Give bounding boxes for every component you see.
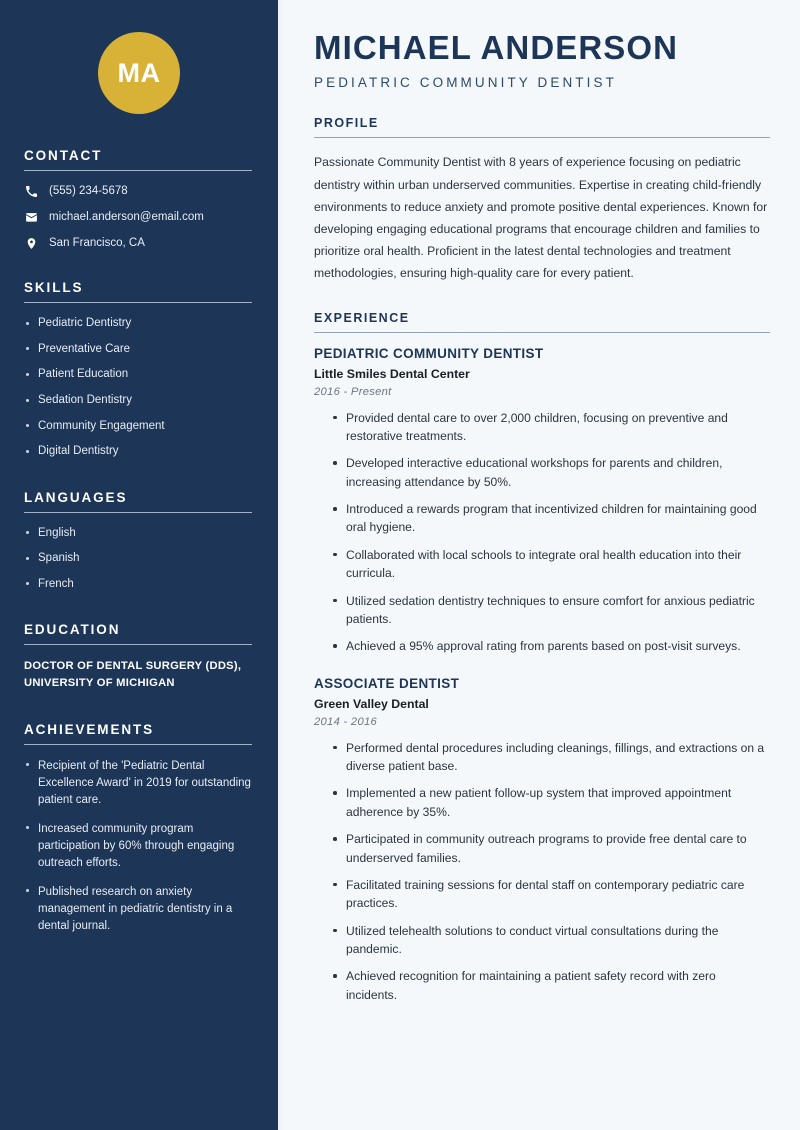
list-item: Provided dental care to over 2,000 children, focusing on preventive and restorative treatments.	[332, 409, 770, 446]
education-divider	[24, 644, 252, 645]
skills-list	[24, 316, 252, 460]
list-item: Utilized sedation dentistry techniques to ensure comfort for anxious pediatric patients.	[332, 592, 770, 629]
sidebar-section-languages	[24, 490, 252, 593]
achievements-list	[24, 758, 252, 935]
contact-divider	[24, 170, 252, 171]
main-content	[278, 0, 800, 1130]
list-item: Recipient of the 'Pediatric Dental Excellence Award' in 2019 for outstanding patient care.	[24, 758, 252, 809]
experience-divider	[314, 332, 770, 333]
experience-entry	[314, 676, 770, 1005]
list-item: Developed interactive educational workshops for parents and children, increasing attendance by 50%.	[332, 454, 770, 491]
page-title: MICHAEL ANDERSON	[314, 29, 679, 66]
contact-email-value: michael.anderson@email.com	[49, 211, 204, 223]
contact-item-email[interactable]	[24, 210, 252, 224]
list-item: Community Engagement	[24, 419, 252, 434]
skills-heading: SKILLS	[24, 280, 84, 295]
profile-text: Passionate Community Dentist with 8 years of experience focusing on pediatric dentistry within urban underserved communities. Expertise in creating child-friendly environments to reduce anxiety and promote positive dental experiences. Known for developing engaging educational programs that encourage children and families to prioritize oral health. Proficient in the latest dental technologies and treatment methodologies, ensuring high-quality care for every patient.	[314, 155, 768, 281]
sidebar	[0, 0, 278, 1130]
list-item: Preventative Care	[24, 342, 252, 357]
contact-phone-value: (555) 234-5678	[49, 185, 128, 197]
contact-item-location[interactable]	[24, 236, 252, 250]
list-item: Collaborated with local schools to integrate oral health education into their curricula.	[332, 546, 770, 583]
avatar-container	[0, 0, 278, 148]
section-profile	[314, 116, 770, 284]
list-item: English	[24, 526, 252, 541]
sidebar-section-achievements	[24, 722, 252, 935]
contact-item-phone[interactable]	[24, 184, 252, 198]
experience-dates: 2014 - 2016	[314, 715, 378, 728]
list-item: Introduced a rewards program that incentivized children for maintaining good oral hygiene.	[332, 500, 770, 537]
experience-dates: 2016 - Present	[314, 385, 392, 398]
languages-divider	[24, 512, 252, 513]
contact-heading: CONTACT	[24, 148, 103, 163]
experience-heading: EXPERIENCE	[314, 310, 410, 325]
list-item: French	[24, 577, 252, 592]
experience-job-title: PEDIATRIC COMMUNITY DENTIST	[314, 345, 544, 361]
profile-heading: PROFILE	[314, 116, 379, 131]
education-heading: EDUCATION	[24, 622, 121, 638]
experience-job-title: ASSOCIATE DENTIST	[314, 675, 460, 691]
list-item: Published research on anxiety management in pediatric dentistry in a dental journal.	[24, 884, 252, 935]
sidebar-section-contact	[24, 148, 252, 250]
envelope-icon	[24, 210, 38, 224]
profile-divider	[314, 137, 770, 138]
sidebar-section-education	[24, 622, 252, 692]
experience-company: Green Valley Dental	[314, 696, 429, 711]
list-item: Digital Dentistry	[24, 444, 252, 459]
achievements-heading: ACHIEVEMENTS	[24, 721, 155, 737]
phone-icon	[24, 184, 38, 198]
map-pin-icon	[24, 236, 38, 250]
list-item: Utilized telehealth solutions to conduct virtual consultations during the pandemic.	[332, 922, 770, 959]
skills-divider	[24, 302, 252, 303]
avatar-initials: MA	[98, 32, 180, 114]
achievements-divider	[24, 744, 252, 745]
section-experience	[314, 311, 770, 1005]
experience-company: Little Smiles Dental Center	[314, 366, 470, 381]
list-item: Sedation Dentistry	[24, 393, 252, 408]
languages-heading: LANGUAGES	[24, 489, 128, 505]
experience-entry	[314, 346, 770, 656]
list-item: Increased community program participation by 60% through engaging outreach efforts.	[24, 821, 252, 872]
list-item: Facilitated training sessions for dental staff on contemporary pediatric care practices.	[332, 876, 770, 913]
list-item: Achieved recognition for maintaining a patient safety record with zero incidents.	[332, 967, 770, 1004]
list-item: Performed dental procedures including cleanings, fillings, and extractions on a diverse patient base.	[332, 739, 770, 776]
languages-list	[24, 526, 252, 593]
contact-location-value: San Francisco, CA	[49, 237, 145, 249]
list-item: Achieved a 95% approval rating from parents based on post-visit surveys.	[332, 637, 770, 655]
sidebar-section-skills	[24, 280, 252, 460]
list-item: Patient Education	[24, 367, 252, 382]
job-role-subtitle: PEDIATRIC COMMUNITY DENTIST	[314, 75, 617, 91]
list-item: Implemented a new patient follow-up system that improved appointment adherence by 35%.	[332, 784, 770, 821]
list-item: Participated in community outreach programs to provide free dental care to underserved families.	[332, 830, 770, 867]
list-item: Spanish	[24, 551, 252, 566]
experience-bullet-list	[314, 739, 770, 1005]
education-entry: DOCTOR OF DENTAL SURGERY (DDS), UNIVERSITY OF MICHIGAN	[24, 660, 242, 689]
experience-bullet-list	[314, 409, 770, 656]
list-item: Pediatric Dentistry	[24, 316, 252, 331]
